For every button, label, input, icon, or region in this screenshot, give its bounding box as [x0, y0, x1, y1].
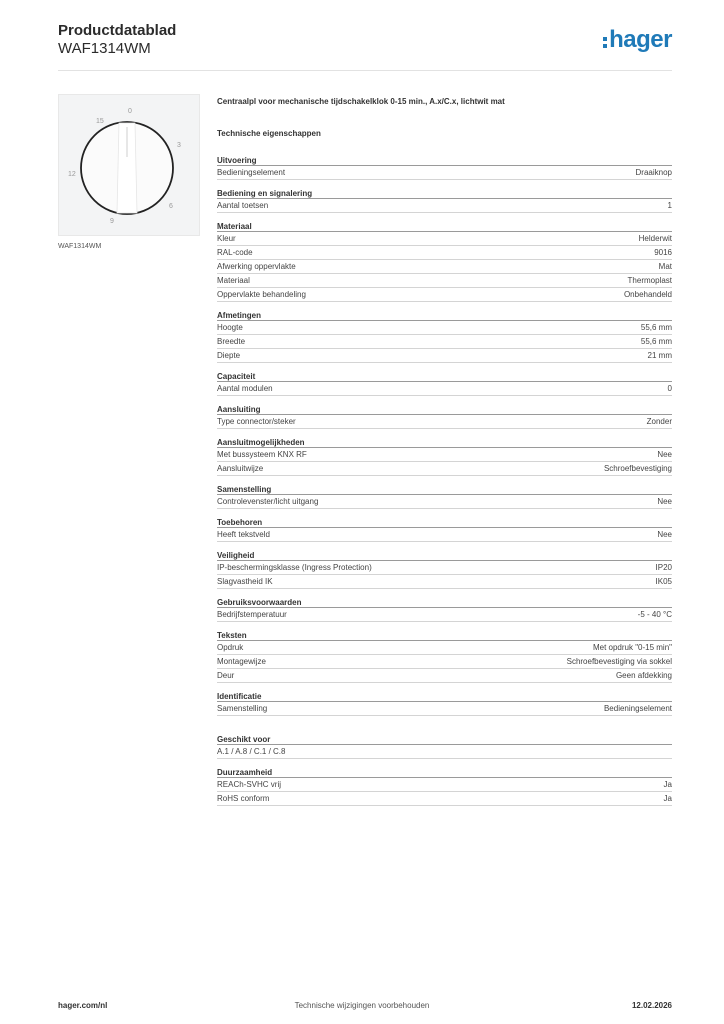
property-value: IK05	[655, 577, 672, 586]
property-row	[217, 608, 672, 622]
property-row	[217, 288, 672, 302]
property-label: Oppervlakte behandeling	[217, 290, 306, 299]
property-row	[217, 349, 672, 363]
property-label: Aantal modulen	[217, 384, 273, 393]
property-row	[217, 778, 672, 792]
property-group	[217, 482, 672, 509]
property-row	[217, 166, 672, 180]
footer-website[interactable]: hager.com/nl	[58, 1001, 108, 1010]
property-row	[217, 745, 672, 759]
property-label: Bedieningselement	[217, 168, 286, 177]
property-row	[217, 669, 672, 683]
footer-disclaimer: Technische wijzigingen voorbehouden	[294, 1001, 430, 1010]
property-row	[217, 528, 672, 542]
group-title: Identificatie	[217, 689, 672, 702]
group-title: Materiaal	[217, 219, 672, 232]
property-label: Samenstelling	[217, 704, 268, 713]
property-row	[217, 246, 672, 260]
property-row	[217, 641, 672, 655]
group-title: Afmetingen	[217, 308, 672, 321]
property-group	[217, 186, 672, 213]
dial-label-12: 12	[68, 171, 76, 178]
property-label: Montagewijze	[217, 657, 266, 666]
property-label: Opdruk	[217, 643, 244, 652]
header-divider	[58, 70, 672, 71]
logo-dots-icon	[603, 37, 607, 48]
property-row	[217, 335, 672, 349]
group-title: Bediening en signalering	[217, 186, 672, 199]
property-value: Thermoplast	[627, 276, 672, 285]
property-label: Bedrijfstemperatuur	[217, 610, 287, 619]
content	[217, 97, 672, 806]
property-label: Aansluitwijze	[217, 464, 264, 473]
property-groups	[217, 153, 672, 716]
property-row	[217, 199, 672, 213]
property-value: 9016	[654, 248, 672, 257]
property-label: Type connector/steker	[217, 417, 296, 426]
property-value: 21 mm	[647, 351, 672, 360]
dial-label-15: 15	[96, 118, 104, 125]
property-value: Schroefbevestiging via sokkel	[566, 657, 672, 666]
group-title: Aansluitmogelijkheden	[217, 435, 672, 448]
property-value: Ja	[663, 780, 672, 789]
group-title: Geschikt voor	[217, 732, 672, 745]
footer-date: 12.02.2026	[631, 1001, 672, 1010]
group-title: Capaciteit	[217, 369, 672, 382]
property-label: Slagvastheid IK	[217, 577, 273, 586]
property-value: Mat	[658, 262, 672, 271]
property-row	[217, 232, 672, 246]
suitable-for-section	[217, 732, 672, 759]
dial-label-6: 6	[169, 203, 173, 210]
dial-label-9: 9	[110, 218, 114, 225]
product-image	[58, 94, 200, 236]
property-row	[217, 792, 672, 806]
timer-dial-icon	[59, 95, 200, 236]
property-row	[217, 655, 672, 669]
group-title: Aansluiting	[217, 402, 672, 415]
property-row	[217, 462, 672, 476]
page-title: Productdatablad	[58, 22, 177, 39]
property-row	[217, 495, 672, 509]
property-group	[217, 548, 672, 589]
property-row	[217, 575, 672, 589]
dial-label-3: 3	[177, 142, 181, 149]
group-title: Samenstelling	[217, 482, 672, 495]
property-row	[217, 561, 672, 575]
property-value: IP20	[655, 563, 672, 572]
property-row	[217, 274, 672, 288]
property-label: Controlevenster/licht uitgang	[217, 497, 319, 506]
property-value: Ja	[663, 794, 672, 803]
logo-text: hager	[609, 26, 672, 53]
product-code: WAF1314WM	[58, 40, 151, 57]
group-title: Teksten	[217, 628, 672, 641]
property-label: IP-beschermingsklasse (Ingress Protection)	[217, 563, 372, 572]
property-value: Nee	[657, 497, 672, 506]
property-label: REACh-SVHC vrij	[217, 780, 282, 789]
property-label: Materiaal	[217, 276, 250, 285]
property-label: RAL-code	[217, 248, 253, 257]
property-label: Deur	[217, 671, 235, 680]
group-title: Duurzaamheid	[217, 765, 672, 778]
sustainability-section	[217, 765, 672, 806]
property-group	[217, 435, 672, 476]
property-group	[217, 153, 672, 180]
property-value: Geen afdekking	[615, 671, 672, 680]
property-label: Met bussysteem KNX RF	[217, 450, 307, 459]
property-value: Bedieningselement	[603, 704, 672, 713]
property-label: Kleur	[217, 234, 236, 243]
property-label: A.1 / A.8 / C.1 / C.8	[217, 747, 286, 756]
property-group	[217, 219, 672, 302]
property-value: Nee	[657, 450, 672, 459]
property-group	[217, 402, 672, 429]
property-value: Met opdruk "0-15 min"	[592, 643, 672, 652]
property-value: Helderwit	[638, 234, 672, 243]
group-title: Toebehoren	[217, 515, 672, 528]
tech-properties-title: Technische eigenschappen	[217, 129, 321, 138]
property-value: Zonder	[646, 417, 672, 426]
property-group	[217, 689, 672, 716]
property-group	[217, 595, 672, 622]
property-value: Onbehandeld	[623, 290, 672, 299]
property-label: RoHS conform	[217, 794, 270, 803]
property-value: 55,6 mm	[640, 337, 672, 346]
property-row	[217, 415, 672, 429]
group-title: Veiligheid	[217, 548, 672, 561]
property-value: Draaiknop	[635, 168, 672, 177]
property-group	[217, 628, 672, 683]
property-label: Heeft tekstveld	[217, 530, 270, 539]
property-group	[217, 369, 672, 396]
property-group	[217, 732, 672, 759]
property-value: 0	[667, 384, 672, 393]
property-label: Diepte	[217, 351, 241, 360]
group-title: Gebruiksvoorwaarden	[217, 595, 672, 608]
dial-label-0: 0	[128, 108, 132, 115]
property-label: Hoogte	[217, 323, 243, 332]
property-row	[217, 321, 672, 335]
property-group	[217, 308, 672, 363]
property-value: Schroefbevestiging	[603, 464, 672, 473]
property-row	[217, 382, 672, 396]
property-row	[217, 260, 672, 274]
property-label: Breedte	[217, 337, 246, 346]
property-group	[217, 515, 672, 542]
hager-logo	[603, 28, 672, 52]
property-value: 1	[667, 201, 672, 210]
property-row	[217, 448, 672, 462]
image-caption: WAF1314WM	[58, 243, 102, 250]
product-description: Centraalpl voor mechanische tijdschakelklok 0-15 min., A.x/C.x, lichtwit mat	[217, 97, 505, 106]
property-value: 55,6 mm	[640, 323, 672, 332]
property-label: Afwerking oppervlakte	[217, 262, 296, 271]
property-value: Nee	[657, 530, 672, 539]
property-label: Aantal toetsen	[217, 201, 269, 210]
group-title: Uitvoering	[217, 153, 672, 166]
property-row	[217, 702, 672, 716]
property-value: -5 - 40 °C	[637, 610, 672, 619]
property-group	[217, 765, 672, 806]
